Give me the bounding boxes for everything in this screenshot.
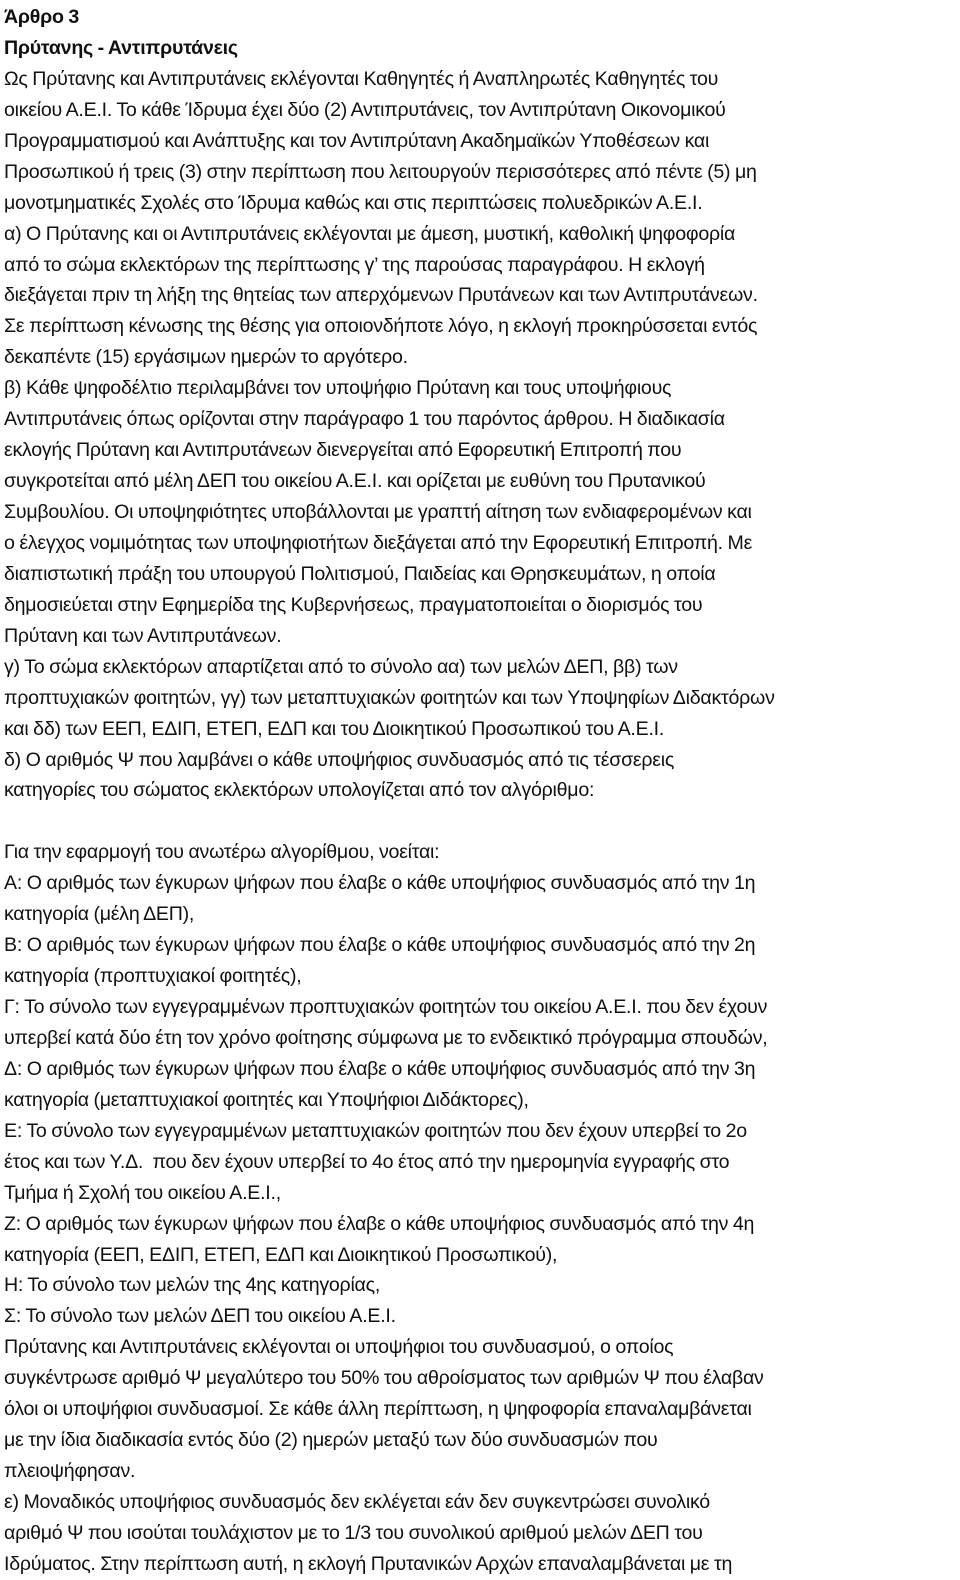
- body-line: Α: Ο αριθμός των έγκυρων ψήφων που έλαβε ο κάθε υποψήφιος συνδυασμός από την 1η: [4, 872, 756, 895]
- body-line: δ) Ο αριθμός Ψ που λαμβάνει ο κάθε υποψήφιος συνδυασμός από τις τέσσερεις: [4, 748, 675, 771]
- body-line: διεξάγεται πριν τη λήξη της θητείας των απερχόμενων Πρυτάνεων και των Αντιπρυτάνεων.: [4, 284, 758, 307]
- body-line: διαπιστωτική πράξη του υπουργού Πολιτισμού, Παιδείας και Θρησκευμάτων, η οποία: [4, 562, 716, 585]
- body-line: β) Κάθε ψηφοδέλτιο περιλαμβάνει τον υποψήφιο Πρύτανη και τους υποψήφιους: [4, 377, 672, 400]
- body-line: γ) Το σώμα εκλεκτόρων απαρτίζεται από το σύνολο αα) των μελών ΔΕΠ, ββ) των: [4, 655, 678, 678]
- body-line: έτος και των Υ.Δ. που δεν έχουν υπερβεί το 4ο έτος από την ημερομηνία εγγραφής στο: [4, 1150, 730, 1173]
- body-line: Πρύτανης και Αντιπρυτάνεις εκλέγονται οι υποψήφιοι του συνδυασμού, ο οποίος: [4, 1336, 674, 1359]
- body-line: Δ: Ο αριθμός των έγκυρων ψήφων που έλαβε ο κάθε υποψήφιος συνδυασμός από την 3η: [4, 1057, 756, 1080]
- document-page: [4, 2, 958, 1580]
- body-line: Προσωπικού ή τρεις (3) στην περίπτωση που λειτουργούν περισσότερες από πέντε (5) μη: [4, 160, 757, 183]
- body-line: αριθμό Ψ που ισούται τουλάχιστον με το 1/3 του συνολικού αριθμού μελών ΔΕΠ του: [4, 1521, 703, 1544]
- body-line: α) Ο Πρύτανης και οι Αντιπρυτάνεις εκλέγονται με άμεση, μυστική, καθολική ψηφοφορία: [4, 222, 736, 245]
- body-line: Για την εφαρμογή του ανωτέρω αλγορίθμου, νοείται:: [4, 841, 440, 864]
- body-line: και δδ) των ΕΕΠ, ΕΔΙΠ, ΕΤΕΠ, ΕΔΠ και του Διοικητικού Προσωπικού του Α.Ε.Ι.: [4, 717, 665, 740]
- article-subheading: Πρύτανης - Αντιπρυτάνεις: [4, 36, 238, 59]
- body-line: υπερβεί κατά δύο έτη τον χρόνο φοίτησης σύμφωνα με το ενδεικτικό πρόγραμμα σπουδών,: [4, 1026, 768, 1049]
- body-line: Η: Το σύνολο των μελών της 4ης κατηγορίας,: [4, 1274, 381, 1297]
- body-line: Ζ: Ο αριθμός των έγκυρων ψήφων που έλαβε ο κάθε υποψήφιος συνδυασμός από την 4η: [4, 1212, 755, 1235]
- body-line: Ως Πρύτανης και Αντιπρυτάνεις εκλέγονται Καθηγητές ή Αναπληρωτές Καθηγητές του: [4, 67, 719, 90]
- body-line: όλοι οι υποψήφιοι συνδυασμοί. Σε κάθε άλλη περίπτωση, η ψηφοφορία επαναλαμβάνεται: [4, 1398, 752, 1421]
- article-body: [4, 64, 958, 1580]
- body-line: εκλογής Πρύτανη και Αντιπρυτάνεων διενεργείται από Εφορευτική Επιτροπή που: [4, 439, 682, 462]
- body-line: ο έλεγχος νομιμότητας των υποψηφιοτήτων διεξάγεται από την Εφορευτική Επιτροπή. Με: [4, 531, 753, 554]
- body-line: Ιδρύματος. Στην περίπτωση αυτή, η εκλογή Πρυτανικών Αρχών επαναλαμβάνεται με τη: [4, 1552, 733, 1575]
- body-line: συγκέντρωσε αριθμό Ψ μεγαλύτερο του 50% του αθροίσματος των αριθμών Ψ που έλαβαν: [4, 1367, 764, 1390]
- body-line: προπτυχιακών φοιτητών, γγ) των μεταπτυχιακών φοιτητών και των Υποψηφίων Διδακτόρων: [4, 686, 775, 709]
- body-line: κατηγορία (μεταπτυχιακοί φοιτητές και Υποψήφιοι Διδάκτορες),: [4, 1088, 529, 1111]
- body-line: Συμβουλίου. Οι υποψηφιότητες υποβάλλονται με γραπτή αίτηση των ενδιαφερομένων και: [4, 501, 752, 523]
- body-line: κατηγορία (ΕΕΠ, ΕΔΙΠ, ΕΤΕΠ, ΕΔΠ και Διοικητικού Προσωπικού),: [4, 1243, 558, 1266]
- body-line: δεκαπέντε (15) εργάσιμων ημερών το αργότερο.: [4, 346, 408, 369]
- body-line: δημοσιεύεται στην Εφημερίδα της Κυβερνήσεως, πραγματοποιείται ο διορισμός του: [4, 593, 703, 616]
- body-line: Ε: Το σύνολο των εγγεγραμμένων μεταπτυχιακών φοιτητών που δεν έχουν υπερβεί το 2ο: [4, 1119, 747, 1142]
- body-line: μονοτμηματικές Σχολές στο Ίδρυμα καθώς και στις περιπτώσεις πολυεδρικών Α.Ε.Ι.: [4, 191, 703, 214]
- body-line: με την ίδια διαδικασία εντός δύο (2) ημερών μεταξύ των δύο συνδυασμών που: [4, 1429, 658, 1452]
- body-line: Σε περίπτωση κένωσης της θέσης για οποιονδήποτε λόγο, η εκλογή προκηρύσσεται εντός: [4, 315, 758, 338]
- body-line: Προγραμματισμού και Ανάπτυξης και τον Αντιπρύτανη Ακαδημαϊκών Υποθέσεων και: [4, 129, 710, 152]
- body-line: από το σώμα εκλεκτόρων της περίπτωσης γ’ της παρούσας παραγράφου. Η εκλογή: [4, 253, 705, 276]
- body-line: Γ: Το σύνολο των εγγεγραμμένων προπτυχιακών φοιτητών του οικείου Α.Ε.Ι. που δεν έχουν: [4, 996, 768, 1018]
- body-line: Αντιπρυτάνεις όπως ορίζονται στην παράγραφο 1 του παρόντος άρθρου. Η διαδικασία: [4, 408, 725, 431]
- body-line: κατηγορίες του σώματος εκλεκτόρων υπολογίζεται από τον αλγόριθμο:: [4, 779, 595, 802]
- body-line: Τμήμα ή Σχολή του οικείου Α.Ε.Ι.,: [4, 1181, 281, 1204]
- article-heading: Άρθρο 3: [4, 6, 80, 28]
- body-line: κατηγορία (προπτυχιακοί φοιτητές),: [4, 965, 302, 988]
- body-line: Σ: Το σύνολο των μελών ΔΕΠ του οικείου Α.Ε.Ι.: [4, 1305, 396, 1328]
- body-line: κατηγορία (μέλη ΔΕΠ),: [4, 903, 195, 926]
- body-line: οικείου Α.Ε.Ι. Το κάθε Ίδρυμα έχει δύο (2) Αντιπρυτάνεις, τον Αντιπρύτανη Οικονομικού: [4, 98, 726, 121]
- body-line: ε) Μοναδικός υποψήφιος συνδυασμός δεν εκλέγεται εάν δεν συγκεντρώσει συνολικό: [4, 1491, 710, 1513]
- body-line: συγκροτείται από μέλη ΔΕΠ του οικείου Α.Ε.Ι. και ορίζεται με ευθύνη του Πρυτανικού: [4, 470, 706, 493]
- body-line: Πρύτανη και των Αντιπρυτάνεων.: [4, 624, 282, 647]
- body-line: Β: Ο αριθμός των έγκυρων ψήφων που έλαβε ο κάθε υποψήφιος συνδυασμός από την 2η: [4, 934, 756, 957]
- body-line: [4, 806, 958, 837]
- body-line: πλειοψήφησαν.: [4, 1460, 136, 1483]
